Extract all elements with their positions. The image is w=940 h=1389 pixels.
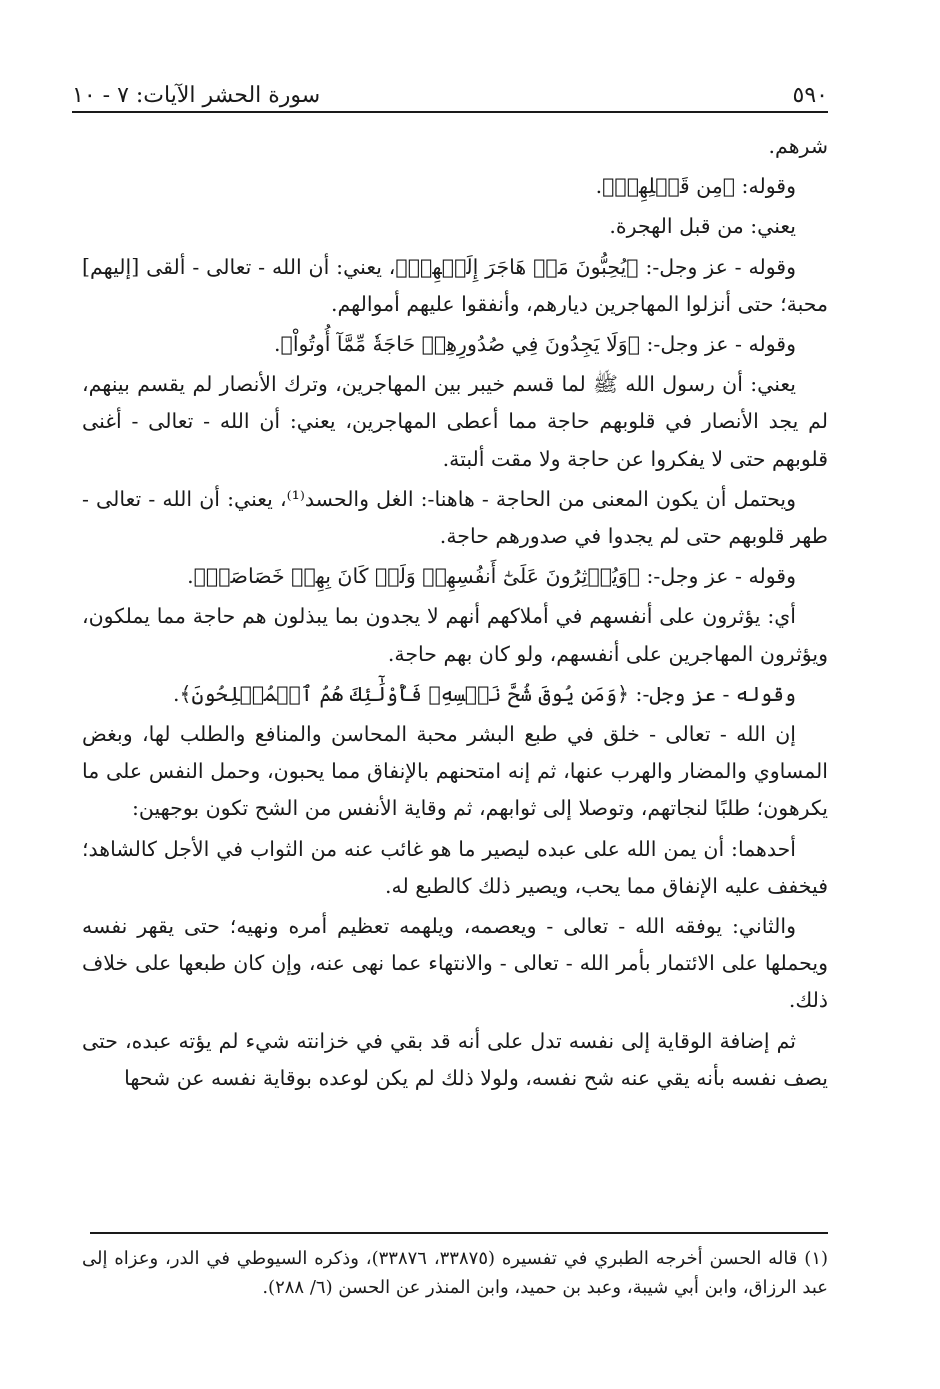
paragraph: أحدهما: أن يمن الله على عبده ليصير ما هو غائب عنه من الثواب في الأجل كالشاهد؛ فيخفف عليه الإنفاق مما يحب، ويصير ذلك كالطبع له. [82,836,828,898]
footnote-text: (١) قاله الحسن أخرجه الطبري في تفسيره (٣٣٨٧٥، ٣٣٨٧٦)، وذكره السيوطي في الدر، وعزاه إلى عبد الرزاق، وابن أبي شيبة، وعبد بن حميد، وابن المنذر عن الحسن (٦/ ٢٨٨). [82,1248,829,1298]
header-divider [72,111,828,113]
footnote [82,1244,828,1302]
running-title: سورة الحشر الآيات: ٧ - ١٠ [72,83,321,108]
footnote-divider [90,1232,828,1234]
paragraph: وقوله - عز وجل-: ﴿وَلَا يَجِدُونَ فِي صُدُورِهِمۡ حَاجَةٗ مِّمَّآ أُوتُواْ﴾. [274,332,796,357]
paragraph: والثاني: يوفقه الله - تعالى - ويعصمه، ويلهمه تعظيم أمره ونهيه؛ حتى يقهر نفسه ويحملها على الائتمار بأمر الله - تعالى - والانتهاء عما نهى عنه، وإن كان طبعها على خلاف ذلك. [82,914,828,1013]
paragraph: شرهم. [768,134,828,158]
paragraph: يعني: أن رسول الله ﷺ لما قسم خيبر بين المهاجرين، وترك الأنصار لم يقسم بينهم، لم يجد الأنصار في قلوبهم حاجة مما أعطى المهاجرين، يعني: أن الله - تعالى - أغنى قلوبهم حتى لا يفكروا عن حاجة ولا مقت ألبتة. [82,372,828,471]
main-text [82,128,828,1100]
paragraph: أي: يؤثرون على أنفسهم في أملاكهم أنهم لا يجدون بما يبذلون هم حاجة مما يملكون، ويؤثرون المهاجرين على أنفسهم، ولو كان بهم حاجة. [82,604,828,666]
page-header [72,68,828,108]
paragraph: ثم إضافة الوقاية إلى نفسه تدل على أنه قد بقي في خزانته شيء لم يؤته عبده، حتى يصف نفسه بأنه يقي عنه شح نفسه، ولولا ذلك لم يكن لوعده بوقاية نفسه عن شحها [82,1028,828,1090]
paragraph: وقوله - عز وجل-: ﴿يُحِبُّونَ مَنۡ هَاجَرَ إِلَيۡهِمۡ﴾، يعني: أن الله - تعالى - ألقى [إليهم] محبة؛ حتى أنزلوا المهاجرين ديارهم، وأنفقوا عليهم أموالهم. [82,254,828,316]
paragraph: يعني: من قبل الهجرة. [609,214,796,239]
page-number: ٥٩٠ [792,83,828,108]
paragraph: وقوله - عز وجل-: ﴿وَيُؤۡثِرُونَ عَلَىٰٓ أَنفُسِهِمۡ وَلَوۡ كَانَ بِهِمۡ خَصَاصَةٞ﴾. [187,564,796,589]
paragraph: ويحتمل أن يكون المعنى من الحاجة - هاهنا-: الغل والحسد⁽¹⁾، يعني: أن الله - تعالى - طهر قلوبهم حتى لم يجدوا في صدورهم حاجة. [82,486,828,549]
paragraph: وقوله: ﴿مِن قَبۡلِهِمۡ﴾. [595,174,796,199]
paragraph: إن الله - تعالى - خلق في طبع البشر محبة المحاسن والمنافع والطلب لها، وبغض المساوي والمضار والهرب عنها، ثم إنه امتحنهم بالإنفاق مما يحبون، وحمل النفس على ما يكرهون؛ طلبًا لنجاتهم، وتوصلا إلى ثوابهم، ثم وقاية الأنفس من الشح تكون بوجهين: [82,722,828,821]
paragraph: وقوله - عز وجل-: ﴿وَمَن يُوقَ شُحَّ نَفۡسِهِۦ فَأُوْلَٰٓئِكَ هُمُ ٱلۡمُفۡلِحُونَ﴾. [173,681,796,706]
